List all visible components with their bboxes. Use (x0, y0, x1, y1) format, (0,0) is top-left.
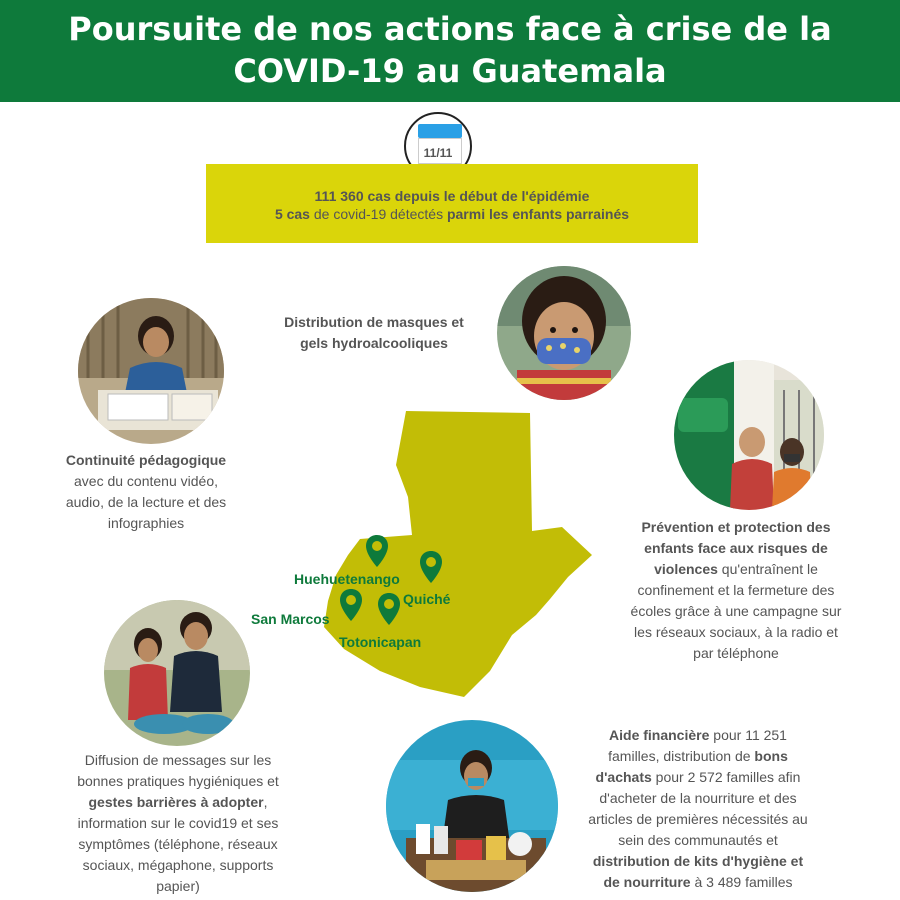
financial-line-1-rest: pour 11 251 (709, 727, 787, 743)
stats-line-2-mid: de covid-19 détectés (309, 206, 447, 222)
education-caption (40, 450, 252, 534)
prevention-line-3 (604, 559, 868, 580)
prevention-line-3-rest: qu'entraînent le (717, 561, 818, 577)
photo-girl-studying (78, 298, 224, 444)
photo-girl-mask (497, 266, 631, 400)
financial-line-3 (568, 767, 828, 788)
education-line-1: avec du contenu vidéo, (74, 473, 218, 489)
hygiene-line-2: bonnes pratiques hygiéniques et (77, 773, 279, 789)
prevention-line-4: confinement et la fermeture des (637, 582, 835, 598)
financial-bold-3: d'achats (595, 769, 652, 785)
map-pin-icon-quiche (419, 550, 443, 584)
financial-bold-4: distribution de kits d'hygiène et (592, 853, 804, 869)
hygiene-line-3-rest: , (263, 794, 268, 810)
financial-line-4: d'acheter de la nourriture et des (599, 790, 797, 806)
financial-line-8 (568, 872, 828, 893)
hygiene-bold-1: gestes barrières à adopter (88, 794, 264, 810)
financial-bold-1: Aide financière (609, 727, 710, 743)
hygiene-line-5: symptômes (téléphone, réseaux (78, 836, 278, 852)
stats-box (206, 164, 698, 243)
prevention-line-7: par téléphone (693, 645, 779, 661)
education-line-3: infographies (107, 515, 185, 531)
hygiene-line-6: sociaux, mégaphone, supports (82, 857, 274, 873)
page-header (0, 0, 900, 102)
children-cases-count: 5 cas (274, 206, 310, 222)
cases-total: 111 360 cas depuis le début de l'épidémie (314, 188, 590, 204)
region-label-huehuetenango: Huehuetenango (294, 571, 400, 587)
education-title: Continuité pédagogique (65, 452, 227, 468)
prevention-caption (604, 517, 868, 664)
map-pin-icon-huehuetenango (365, 534, 389, 568)
prevention-title-2: enfants face aux risques de (644, 540, 828, 556)
financial-caption (568, 725, 828, 893)
prevention-line-5: écoles grâce à une campagne sur (630, 603, 842, 619)
region-label-quiche: Quiché (403, 591, 451, 607)
financial-line-6: sein des communautés et (618, 832, 778, 848)
guatemala-map (300, 405, 600, 705)
hygiene-line-4: information sur le covid19 et ses (77, 815, 279, 831)
calendar-date: 11/11 (423, 146, 453, 160)
hygiene-caption (50, 750, 306, 897)
region-label-totonicapan: Totonicapan (339, 634, 422, 650)
photo-woman-supplies (386, 720, 558, 892)
prevention-title-1: Prévention et protection des (641, 519, 831, 535)
financial-line-2 (568, 746, 828, 767)
photo-children-washing-hands (104, 600, 250, 746)
stats-line-1 (206, 187, 698, 205)
financial-line-7 (568, 851, 828, 872)
masks-line-2: gels hydroalcooliques (300, 335, 448, 351)
education-line-2: audio, de la lecture et des (65, 494, 227, 510)
guatemala-map-shape (300, 405, 600, 705)
stats-line-2-end: parmi les enfants parrainés (446, 206, 630, 222)
financial-bold-5: de nourriture (603, 874, 691, 890)
prevention-line-6: les réseaux sociaux, à la radio et (634, 624, 838, 640)
hygiene-line-3 (50, 792, 306, 813)
masks-line-1: Distribution de masques et (284, 314, 464, 330)
prevention-title-3: violences (654, 561, 718, 577)
financial-line-5: articles de premières nécessités au (588, 811, 808, 827)
region-label-san-marcos: San Marcos (251, 611, 330, 627)
financial-line-2-start: familles, distribution de (608, 748, 755, 764)
page-title-line-2: COVID-19 au Guatemala (233, 52, 667, 90)
calendar-header (418, 124, 462, 138)
photo-prevention-campaign (674, 360, 824, 510)
map-pin-icon-totonicapan (377, 592, 401, 626)
hygiene-line-7: papier) (156, 878, 200, 894)
hygiene-line-1: Diffusion de messages sur les (84, 752, 272, 768)
map-pin-icon-san-marcos (339, 588, 363, 622)
masks-caption (258, 312, 490, 354)
financial-bold-2: bons (754, 748, 788, 764)
financial-line-1 (568, 725, 828, 746)
financial-line-8-rest: à 3 489 familles (690, 874, 793, 890)
page-title-line-1: Poursuite de nos actions face à crise de la (68, 10, 832, 48)
financial-line-3-rest: pour 2 572 familles afin (651, 769, 801, 785)
stats-line-2 (206, 205, 698, 223)
